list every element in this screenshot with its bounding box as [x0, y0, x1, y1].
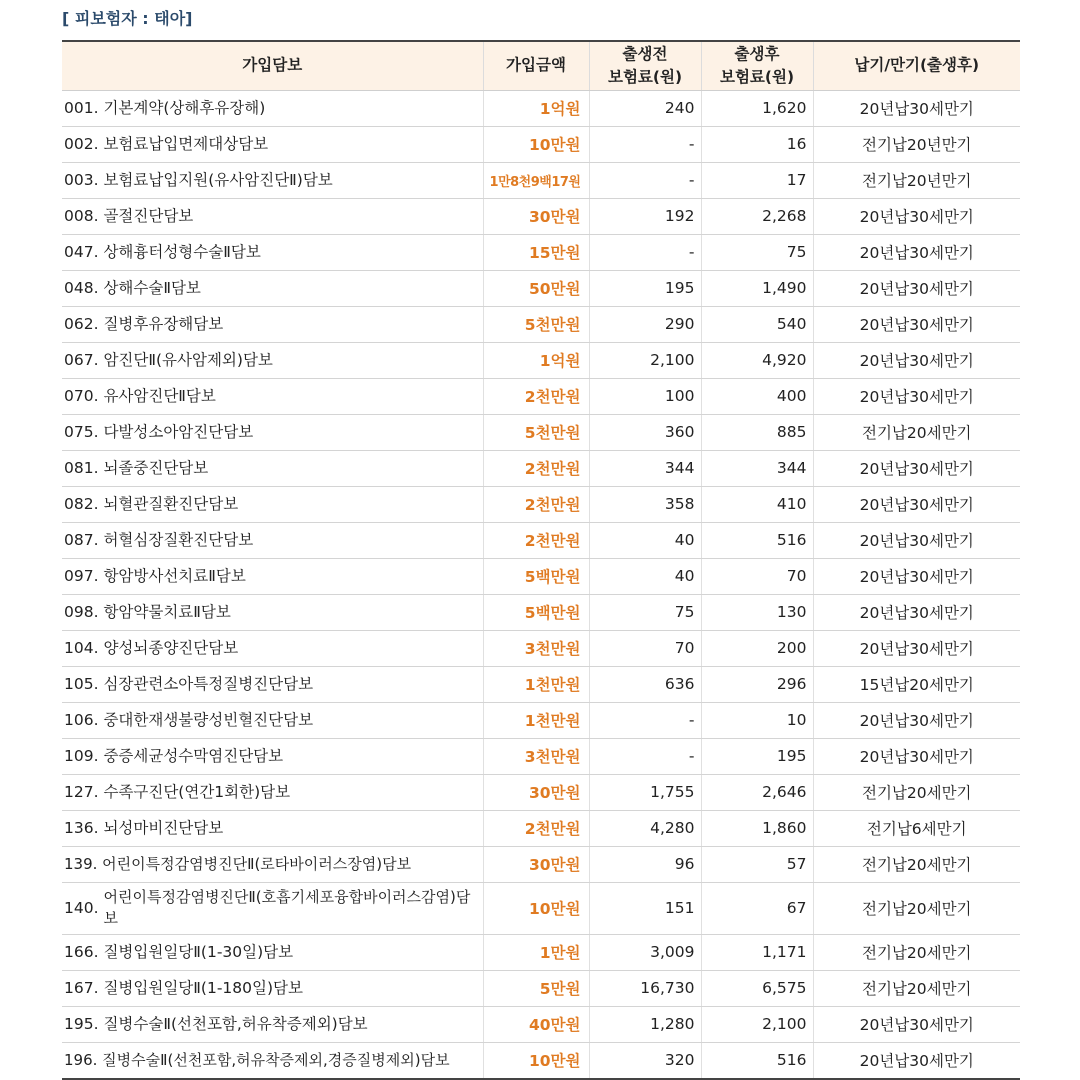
header-prenatal-premium: [589, 41, 701, 90]
postnatal-premium: 1,490: [701, 270, 813, 306]
postnatal-premium: 200: [701, 630, 813, 666]
postnatal-premium: 70: [701, 558, 813, 594]
prenatal-premium: 358: [589, 486, 701, 522]
prenatal-premium: 1,755: [589, 774, 701, 810]
postnatal-premium: 16: [701, 126, 813, 162]
header-prenatal-line1: 출생전: [622, 44, 668, 63]
coverage-name: 097. 항암방사선치료Ⅱ담보: [62, 558, 483, 594]
postnatal-premium: 2,268: [701, 198, 813, 234]
payment-term: 전기납20세만기: [813, 774, 1020, 810]
coverage-name: 067. 암진단Ⅱ(유사암제외)담보: [62, 342, 483, 378]
table-row: [62, 450, 1020, 486]
prenatal-premium: 195: [589, 270, 701, 306]
coverage-name: 062. 질병후유장해담보: [62, 306, 483, 342]
prenatal-premium: 4,280: [589, 810, 701, 846]
table-row: [62, 270, 1020, 306]
table-row: [62, 702, 1020, 738]
payment-term: 20년납30세만기: [813, 702, 1020, 738]
table-row: [62, 162, 1020, 198]
table-row: [62, 810, 1020, 846]
coverage-amount: 1억원: [483, 90, 589, 126]
coverage-name: 008. 골절진단담보: [62, 198, 483, 234]
postnatal-premium: 6,575: [701, 970, 813, 1006]
postnatal-premium: 130: [701, 594, 813, 630]
coverage-name: 104. 양성뇌종양진단담보: [62, 630, 483, 666]
header-coverage: 가입담보: [62, 41, 483, 90]
prenatal-premium: 100: [589, 378, 701, 414]
postnatal-premium: 344: [701, 450, 813, 486]
header-amount: 가입금액: [483, 41, 589, 90]
coverage-name: 166. 질병입원일당Ⅱ(1-30일)담보: [62, 934, 483, 970]
coverage-name: 047. 상해흉터성형수술Ⅱ담보: [62, 234, 483, 270]
prenatal-premium: -: [589, 738, 701, 774]
payment-term: 20년납30세만기: [813, 594, 1020, 630]
payment-term: 전기납20년만기: [813, 162, 1020, 198]
coverage-amount: 50만원: [483, 270, 589, 306]
table-row: [62, 594, 1020, 630]
coverage-name: 082. 뇌혈관질환진단담보: [62, 486, 483, 522]
prenatal-premium: 240: [589, 90, 701, 126]
payment-term: 20년납30세만기: [813, 558, 1020, 594]
header-postnatal-line1: 출생후: [734, 44, 780, 63]
table-row: [62, 306, 1020, 342]
coverage-amount: 40만원: [483, 1006, 589, 1042]
coverage-amount: 10만원: [483, 1042, 589, 1079]
table-row: [62, 414, 1020, 450]
payment-term: 20년납30세만기: [813, 198, 1020, 234]
header-postnatal-premium: [701, 41, 813, 90]
table-row: [62, 378, 1020, 414]
payment-term: 20년납30세만기: [813, 450, 1020, 486]
postnatal-premium: 2,646: [701, 774, 813, 810]
postnatal-premium: 195: [701, 738, 813, 774]
payment-term: 20년납30세만기: [813, 522, 1020, 558]
postnatal-premium: 516: [701, 1042, 813, 1079]
prenatal-premium: 1,280: [589, 1006, 701, 1042]
coverage-name: 070. 유사암진단Ⅱ담보: [62, 378, 483, 414]
coverage-amount: 30만원: [483, 774, 589, 810]
coverage-name: 139. 어린이특정감염병진단Ⅱ(로타바이러스장염)담보: [62, 846, 483, 882]
coverage-amount: 10만원: [483, 882, 589, 934]
coverage-name: 087. 허혈심장질환진단담보: [62, 522, 483, 558]
coverage-name: 106. 중대한재생불량성빈혈진단담보: [62, 702, 483, 738]
prenatal-premium: 2,100: [589, 342, 701, 378]
postnatal-premium: 10: [701, 702, 813, 738]
coverage-name: 109. 중증세균성수막염진단담보: [62, 738, 483, 774]
coverage-name: 048. 상해수술Ⅱ담보: [62, 270, 483, 306]
postnatal-premium: 4,920: [701, 342, 813, 378]
table-row: [62, 234, 1020, 270]
payment-term: 20년납30세만기: [813, 378, 1020, 414]
coverage-name: 195. 질병수술Ⅱ(선천포함,허유착증제외)담보: [62, 1006, 483, 1042]
table-row: [62, 1042, 1020, 1079]
prenatal-premium: 96: [589, 846, 701, 882]
prenatal-premium: 16,730: [589, 970, 701, 1006]
postnatal-premium: 57: [701, 846, 813, 882]
payment-term: 전기납6세만기: [813, 810, 1020, 846]
coverage-amount: 15만원: [483, 234, 589, 270]
payment-term: 20년납30세만기: [813, 306, 1020, 342]
coverage-name: 127. 수족구진단(연간1회한)담보: [62, 774, 483, 810]
payment-term: 전기납20세만기: [813, 846, 1020, 882]
payment-term: 전기납20세만기: [813, 882, 1020, 934]
coverage-name: 001. 기본계약(상해후유장해): [62, 90, 483, 126]
payment-term: 20년납30세만기: [813, 630, 1020, 666]
coverage-amount: 5천만원: [483, 414, 589, 450]
postnatal-premium: 296: [701, 666, 813, 702]
postnatal-premium: 1,171: [701, 934, 813, 970]
coverage-amount: 2천만원: [483, 522, 589, 558]
prenatal-premium: 3,009: [589, 934, 701, 970]
payment-term: 20년납30세만기: [813, 1006, 1020, 1042]
payment-term: 15년납20세만기: [813, 666, 1020, 702]
coverage-name: 098. 항암약물치료Ⅱ담보: [62, 594, 483, 630]
table-row: [62, 738, 1020, 774]
coverage-name: 081. 뇌졸중진단담보: [62, 450, 483, 486]
postnatal-premium: 885: [701, 414, 813, 450]
postnatal-premium: 516: [701, 522, 813, 558]
coverage-amount: 1천만원: [483, 702, 589, 738]
prenatal-premium: -: [589, 126, 701, 162]
table-row: [62, 342, 1020, 378]
payment-term: 20년납30세만기: [813, 270, 1020, 306]
payment-term: 전기납20세만기: [813, 970, 1020, 1006]
table-row: [62, 630, 1020, 666]
coverage-amount: 30만원: [483, 846, 589, 882]
prenatal-premium: -: [589, 162, 701, 198]
coverage-name: 167. 질병입원일당Ⅱ(1-180일)담보: [62, 970, 483, 1006]
coverage-amount: 2천만원: [483, 378, 589, 414]
prenatal-premium: 636: [589, 666, 701, 702]
table-header-row: [62, 41, 1020, 90]
prenatal-premium: 70: [589, 630, 701, 666]
table-row: [62, 126, 1020, 162]
header-postnatal-line2: 보험료(원): [719, 67, 795, 86]
coverage-amount: 10만원: [483, 126, 589, 162]
coverage-amount: 3천만원: [483, 738, 589, 774]
coverage-table: [62, 40, 1020, 1080]
prenatal-premium: 192: [589, 198, 701, 234]
coverage-amount: 2천만원: [483, 486, 589, 522]
coverage-name: 136. 뇌성마비진단담보: [62, 810, 483, 846]
table-row: [62, 970, 1020, 1006]
table-row: [62, 666, 1020, 702]
prenatal-premium: 344: [589, 450, 701, 486]
coverage-code: 140.: [64, 898, 99, 917]
postnatal-premium: 540: [701, 306, 813, 342]
table-row: [62, 90, 1020, 126]
payment-term: 20년납30세만기: [813, 342, 1020, 378]
coverage-amount: 3천만원: [483, 630, 589, 666]
table-row: [62, 774, 1020, 810]
coverage-amount: 5백만원: [483, 558, 589, 594]
payment-term: 전기납20세만기: [813, 414, 1020, 450]
prenatal-premium: 75: [589, 594, 701, 630]
coverage-section: [62, 0, 1020, 1080]
postnatal-premium: 67: [701, 882, 813, 934]
coverage-name: 196. 질병수술Ⅱ(선천포함,허유착증제외,경증질병제외)담보: [62, 1042, 483, 1079]
postnatal-premium: 75: [701, 234, 813, 270]
header-prenatal-line2: 보험료(원): [607, 67, 683, 86]
table-row: [62, 934, 1020, 970]
payment-term: 20년납30세만기: [813, 1042, 1020, 1079]
payment-term: 전기납20세만기: [813, 934, 1020, 970]
coverage-amount: 1천만원: [483, 666, 589, 702]
coverage-amount: 2천만원: [483, 810, 589, 846]
coverage-amount: 5천만원: [483, 306, 589, 342]
coverage-name: 075. 다발성소아암진단담보: [62, 414, 483, 450]
coverage-name: 002. 보험료납입면제대상담보: [62, 126, 483, 162]
table-row: [62, 846, 1020, 882]
table-row: [62, 558, 1020, 594]
table-row: [62, 486, 1020, 522]
prenatal-premium: 151: [589, 882, 701, 934]
prenatal-premium: 40: [589, 558, 701, 594]
coverage-name: 003. 보험료납입지원(유사암진단Ⅱ)담보: [62, 162, 483, 198]
postnatal-premium: 400: [701, 378, 813, 414]
coverage-amount: 1만8천9백17원: [483, 162, 589, 198]
payment-term: 20년납30세만기: [813, 234, 1020, 270]
table-row: [62, 198, 1020, 234]
coverage-name: [62, 882, 483, 934]
coverage-name-wrap: [64, 887, 483, 929]
prenatal-premium: -: [589, 702, 701, 738]
coverage-name-text: 어린이특정감염병진단Ⅱ(호흡기세포융합바이러스감염)담보: [103, 888, 471, 927]
prenatal-premium: -: [589, 234, 701, 270]
table-row: [62, 522, 1020, 558]
coverage-amount: 2천만원: [483, 450, 589, 486]
coverage-name: 105. 심장관련소아특정질병진단담보: [62, 666, 483, 702]
table-row: [62, 882, 1020, 934]
postnatal-premium: 410: [701, 486, 813, 522]
payment-term: 20년납30세만기: [813, 486, 1020, 522]
payment-term: 전기납20년만기: [813, 126, 1020, 162]
header-term: 납기/만기(출생후): [813, 41, 1020, 90]
payment-term: 20년납30세만기: [813, 90, 1020, 126]
coverage-amount: 30만원: [483, 198, 589, 234]
table-row: [62, 1006, 1020, 1042]
postnatal-premium: 1,860: [701, 810, 813, 846]
section-title: [ 피보험자 : 태아]: [62, 9, 193, 28]
prenatal-premium: 360: [589, 414, 701, 450]
coverage-amount: 1억원: [483, 342, 589, 378]
payment-term: 20년납30세만기: [813, 738, 1020, 774]
coverage-amount: 5백만원: [483, 594, 589, 630]
prenatal-premium: 40: [589, 522, 701, 558]
postnatal-premium: 17: [701, 162, 813, 198]
coverage-amount: 5만원: [483, 970, 589, 1006]
postnatal-premium: 2,100: [701, 1006, 813, 1042]
postnatal-premium: 1,620: [701, 90, 813, 126]
prenatal-premium: 290: [589, 306, 701, 342]
coverage-amount: 1만원: [483, 934, 589, 970]
prenatal-premium: 320: [589, 1042, 701, 1079]
